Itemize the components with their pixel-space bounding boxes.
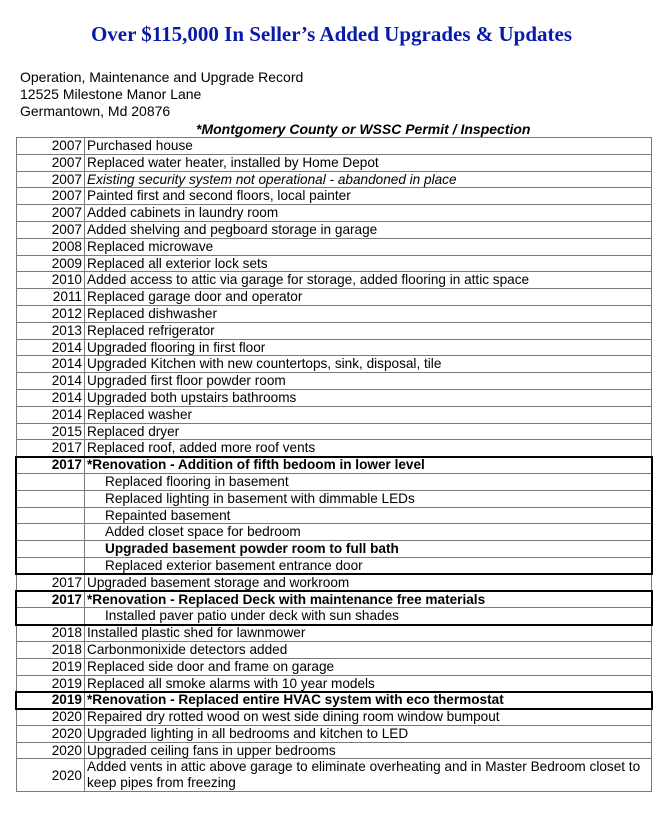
record-year: 2012 <box>17 305 85 322</box>
record-year: 2014 <box>17 373 85 390</box>
record-row <box>17 423 652 440</box>
record-row <box>17 675 652 692</box>
record-row <box>17 574 652 591</box>
record-row <box>17 524 652 541</box>
record-description: Installed paver patio under deck with sun shades <box>85 608 652 625</box>
record-description: Upgraded flooring in first floor <box>85 339 652 356</box>
record-description: Replaced roof, added more roof vents <box>85 440 652 457</box>
record-row <box>17 557 652 574</box>
record-description: Replaced lighting in basement with dimmable LEDs <box>85 490 652 507</box>
record-row <box>17 255 652 272</box>
record-row <box>17 406 652 423</box>
upgrade-record-table <box>16 137 652 792</box>
page-title: Over $115,000 In Seller’s Added Upgrades & Updates <box>90 22 573 46</box>
record-row <box>17 305 652 322</box>
record-year: 2008 <box>17 238 85 255</box>
record-description: Upgraded both upstairs bathrooms <box>85 389 652 406</box>
record-row <box>17 457 652 474</box>
record-description: Upgraded first floor powder room <box>85 373 652 390</box>
street-address: 12525 Milestone Manor Lane <box>20 86 202 102</box>
record-year: 2017 <box>17 591 85 608</box>
record-year: 2020 <box>17 725 85 742</box>
record-year: 2014 <box>17 339 85 356</box>
record-description: Purchased house <box>85 138 652 155</box>
record-row <box>17 507 652 524</box>
city-state-zip: Germantown, Md 20876 <box>20 103 171 119</box>
record-year: 2010 <box>17 272 85 289</box>
record-year: 2017 <box>17 574 85 591</box>
record-description: Upgraded basement powder room to full bath <box>85 541 652 558</box>
record-row <box>17 289 652 306</box>
record-heading: Operation, Maintenance and Upgrade Record <box>20 69 304 85</box>
record-row <box>17 742 652 759</box>
record-year: 2019 <box>17 658 85 675</box>
record-row <box>17 205 652 222</box>
record-description: Carbonmonixide detectors added <box>85 641 652 658</box>
record-year: 2014 <box>17 389 85 406</box>
record-year: 2015 <box>17 423 85 440</box>
record-description: Repainted basement <box>85 507 652 524</box>
record-year: 2017 <box>17 457 85 474</box>
record-description: Upgraded basement storage and workroom <box>85 574 652 591</box>
record-description: Existing security system not operational - abandoned in place <box>85 171 652 188</box>
record-row <box>17 339 652 356</box>
record-row <box>17 138 652 155</box>
record-year <box>17 608 85 625</box>
record-year: 2007 <box>17 171 85 188</box>
record-year: 2009 <box>17 255 85 272</box>
record-year <box>17 557 85 574</box>
record-row <box>17 389 652 406</box>
record-description: Replaced water heater, installed by Home Depot <box>85 154 652 171</box>
record-row <box>17 171 652 188</box>
record-description: Repaired dry rotted wood on west side dining room window bumpout <box>85 709 652 726</box>
record-row <box>17 641 652 658</box>
record-row <box>17 725 652 742</box>
permit-note: *Montgomery County or WSSC Permit / Inspection <box>196 121 531 137</box>
record-description: Replaced flooring in basement <box>85 473 652 490</box>
record-description: Added cabinets in laundry room <box>85 205 652 222</box>
record-description: *Renovation - Addition of fifth bedoom in lower level <box>85 457 652 474</box>
record-year <box>17 524 85 541</box>
record-description: Replaced exterior basement entrance door <box>85 557 652 574</box>
record-row <box>17 373 652 390</box>
record-year <box>17 541 85 558</box>
record-year: 2013 <box>17 322 85 339</box>
record-description: Replaced garage door and operator <box>85 289 652 306</box>
record-year: 2007 <box>17 138 85 155</box>
record-row <box>17 490 652 507</box>
record-year: 2020 <box>17 709 85 726</box>
record-description: Added shelving and pegboard storage in garage <box>85 221 652 238</box>
record-description: Replaced refrigerator <box>85 322 652 339</box>
record-description: *Renovation - Replaced Deck with maintenance free materials <box>85 591 652 608</box>
record-row <box>17 473 652 490</box>
record-description: Upgraded ceiling fans in upper bedrooms <box>85 742 652 759</box>
record-year: 2020 <box>17 742 85 759</box>
record-description: Added access to attic via garage for storage, added flooring in attic space <box>85 272 652 289</box>
record-row <box>17 608 652 625</box>
record-description: Added vents in attic above garage to eliminate overheating and in Master Bedroom closet to keep pipes from freezing <box>85 759 652 792</box>
record-row <box>17 322 652 339</box>
record-row <box>17 658 652 675</box>
record-description: Upgraded Kitchen with new countertops, sink, disposal, tile <box>85 356 652 373</box>
record-row <box>17 591 652 608</box>
record-row <box>17 692 652 709</box>
record-description: Replaced dishwasher <box>85 305 652 322</box>
record-row <box>17 188 652 205</box>
record-year <box>17 490 85 507</box>
record-description: *Renovation - Replaced entire HVAC system with eco thermostat <box>85 692 652 709</box>
record-description: Replaced dryer <box>85 423 652 440</box>
record-year <box>17 507 85 524</box>
record-row <box>17 272 652 289</box>
record-row <box>17 356 652 373</box>
record-year: 2020 <box>17 759 85 792</box>
record-row <box>17 759 652 792</box>
record-year: 2014 <box>17 356 85 373</box>
record-year: 2019 <box>17 675 85 692</box>
record-row <box>17 625 652 642</box>
record-year: 2007 <box>17 205 85 222</box>
record-row <box>17 154 652 171</box>
record-description: Replaced all exterior lock sets <box>85 255 652 272</box>
record-year: 2018 <box>17 641 85 658</box>
record-row <box>17 238 652 255</box>
record-description: Upgraded lighting in all bedrooms and kitchen to LED <box>85 725 652 742</box>
record-row <box>17 221 652 238</box>
record-year: 2017 <box>17 440 85 457</box>
record-year <box>17 473 85 490</box>
record-year: 2007 <box>17 154 85 171</box>
record-row <box>17 709 652 726</box>
record-year: 2019 <box>17 692 85 709</box>
record-description: Replaced side door and frame on garage <box>85 658 652 675</box>
record-year: 2018 <box>17 625 85 642</box>
record-year: 2014 <box>17 406 85 423</box>
record-description: Replaced microwave <box>85 238 652 255</box>
record-description: Painted first and second floors, local painter <box>85 188 652 205</box>
address-block <box>20 69 303 120</box>
record-year: 2007 <box>17 221 85 238</box>
record-row <box>17 440 652 457</box>
record-description: Installed plastic shed for lawnmower <box>85 625 652 642</box>
record-year: 2007 <box>17 188 85 205</box>
record-year: 2011 <box>17 289 85 306</box>
record-description: Replaced washer <box>85 406 652 423</box>
record-row <box>17 541 652 558</box>
record-description: Added closet space for bedroom <box>85 524 652 541</box>
record-description: Replaced all smoke alarms with 10 year models <box>85 675 652 692</box>
